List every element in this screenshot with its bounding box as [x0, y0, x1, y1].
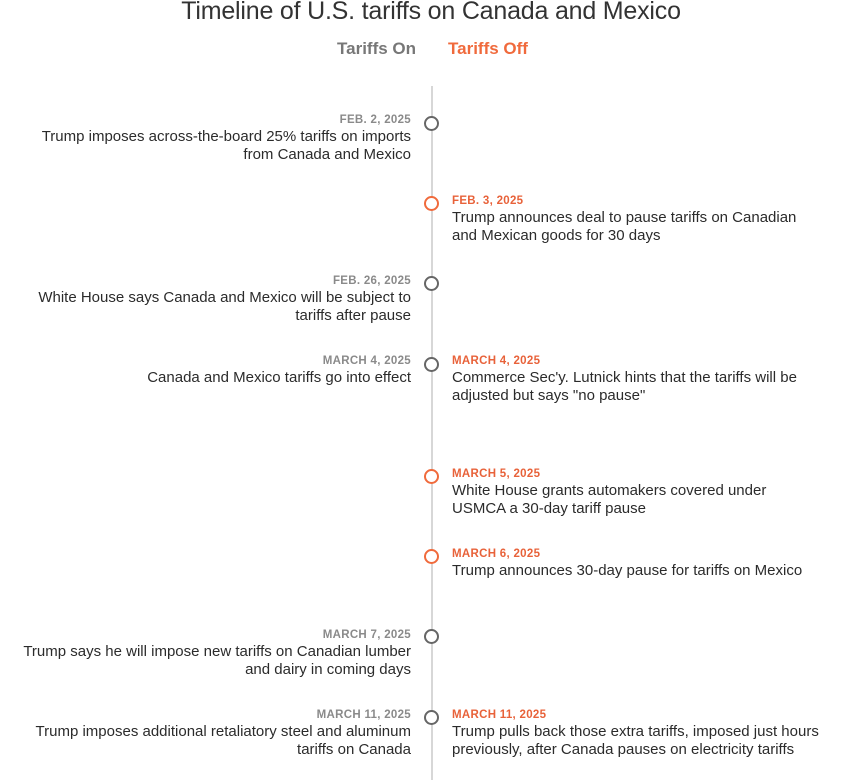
timeline-marker-on — [424, 710, 439, 725]
chart-title: Timeline of U.S. tariffs on Canada and Mexico — [181, 0, 681, 25]
timeline-event-on — [11, 629, 411, 678]
timeline-event-on — [11, 355, 411, 387]
event-date: MARCH 6, 2025 — [452, 548, 541, 560]
timeline-event-on — [11, 709, 411, 758]
event-text: White House says Canada and Mexico will be subject to tariffs after pause — [38, 289, 411, 324]
event-date: MARCH 4, 2025 — [322, 355, 411, 367]
timeline-event-off — [452, 548, 822, 580]
event-text: Trump announces 30-day pause for tariffs on Mexico — [452, 562, 803, 579]
timeline-event-off — [452, 468, 822, 517]
timeline-marker-off — [424, 549, 439, 564]
timeline-marker-on — [424, 276, 439, 291]
timeline-event-off — [452, 709, 822, 758]
legend-tariffs-on: Tariffs On — [337, 39, 417, 58]
event-date: MARCH 11, 2025 — [316, 709, 411, 721]
event-date: MARCH 7, 2025 — [322, 629, 411, 641]
event-text: Trump announces deal to pause tariffs on Canadian and Mexican goods for 30 days — [452, 209, 797, 244]
event-text: Trump imposes across-the-board 25% tariffs on imports from Canada and Mexico — [41, 128, 411, 163]
event-date: MARCH 5, 2025 — [452, 468, 541, 480]
timeline-axis — [431, 86, 433, 780]
timeline-marker-on — [424, 357, 439, 372]
event-text: Trump says he will impose new tariffs on Canadian lumber and dairy in coming days — [23, 643, 411, 678]
event-text: Canada and Mexico tariffs go into effect — [147, 369, 411, 386]
legend-tariffs-off: Tariffs Off — [448, 39, 528, 58]
timeline-marker-on — [424, 116, 439, 131]
event-text: Commerce Sec'y. Lutnick hints that the tariffs will be adjusted but says "no pause" — [452, 369, 797, 404]
event-date: MARCH 11, 2025 — [452, 709, 547, 721]
timeline-event-off — [452, 195, 822, 244]
event-date: FEB. 2, 2025 — [339, 114, 411, 126]
event-text: Trump imposes additional retaliatory steel and aluminum tariffs on Canada — [35, 723, 411, 758]
timeline-event-on — [11, 275, 411, 324]
timeline-marker-off — [424, 469, 439, 484]
timeline-event-off — [452, 355, 822, 404]
timeline-marker-off — [424, 196, 439, 211]
event-date: FEB. 26, 2025 — [332, 275, 411, 287]
timeline-marker-on — [424, 629, 439, 644]
event-text: White House grants automakers covered under USMCA a 30-day tariff pause — [452, 482, 767, 517]
event-text: Trump pulls back those extra tariffs, imposed just hours previously, after Canada pauses on electricity tariffs — [452, 723, 819, 758]
event-date: MARCH 4, 2025 — [452, 355, 541, 367]
timeline-event-on — [11, 114, 411, 163]
event-date: FEB. 3, 2025 — [452, 195, 524, 207]
